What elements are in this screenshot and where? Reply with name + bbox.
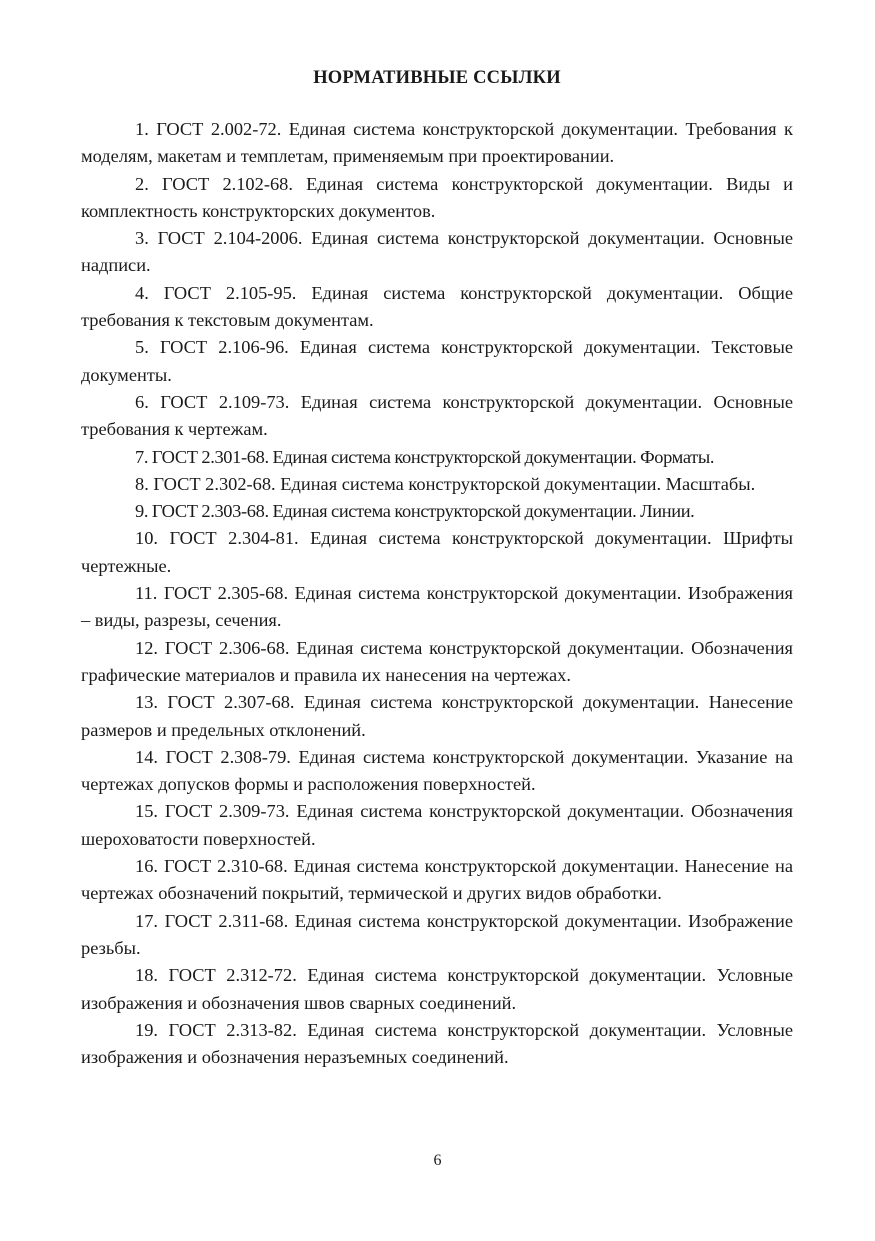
reference-item-18: 18. ГОСТ 2.312-72. Единая система конструкторской документации. Условные изображения и обозначения швов сварных соединений. [81, 965, 793, 1013]
reference-item-3: 3. ГОСТ 2.104-2006. Единая система конструкторской документации. Основные надписи. [81, 228, 793, 276]
reference-item-12: 12. ГОСТ 2.306-68. Единая система конструкторской документации. Обозначения графические материалов и правила их нанесения на чертежах. [81, 637, 793, 685]
page-title: НОРМАТИВНЫЕ ССЫЛКИ [313, 68, 561, 88]
reference-item-4: 4. ГОСТ 2.105-95. Единая система конструкторской документации. Общие требования к текстовым документам. [81, 282, 793, 331]
reference-item-11: 11. ГОСТ 2.305-68. Единая система конструкторской документации. Изображения – виды, разрезы, сечения. [81, 583, 793, 631]
reference-item-10: 10. ГОСТ 2.304-81. Единая система конструкторской документации. Шрифты чертежные. [81, 528, 793, 576]
reference-item-13: 13. ГОСТ 2.307-68. Единая система конструкторской документации. Нанесение размеров и предельных отклонений. [81, 692, 793, 740]
reference-item-6: 6. ГОСТ 2.109-73. Единая система конструкторской документации. Основные требования к чертежам. [81, 391, 793, 440]
reference-item-5: 5. ГОСТ 2.106-96. Единая система конструкторской документации. Текстовые документы. [81, 337, 793, 385]
reference-item-8: 8. ГОСТ 2.302-68. Единая система конструкторской документации. Масштабы. [135, 473, 756, 494]
reference-item-2: 2. ГОСТ 2.102-68. Единая система конструкторской документации. Виды и комплектность конструкторских документов. [81, 173, 793, 221]
reference-item-16: 16. ГОСТ 2.310-68. Единая система конструкторской документации. Нанесение на чертежах обозначений покрытий, термической и других видов обработки. [81, 856, 793, 904]
reference-list [81, 116, 793, 1071]
document-page [81, 64, 793, 1071]
reference-item-19: 19. ГОСТ 2.313-82. Единая система конструкторской документации. Условные изображения и обозначения неразъемных соединений. [81, 1019, 793, 1068]
reference-item-9: 9. ГОСТ 2.303-68. Единая система конструкторской документации. Линии. [135, 501, 695, 522]
reference-item-7: 7. ГОСТ 2.301-68. Единая система конструкторской документации. Форматы. [135, 446, 715, 467]
reference-item-14: 14. ГОСТ 2.308-79. Единая система конструкторской документации. Указание на чертежах допусков формы и расположения поверхностей. [81, 746, 793, 795]
reference-item-1: 1. ГОСТ 2.002-72. Единая система конструкторской документации. Требования к моделям, макетам и темплетам, применяемым при проектировании. [81, 119, 793, 167]
reference-item-17: 17. ГОСТ 2.311-68. Единая система конструкторской документации. Изображение резьбы. [81, 910, 793, 958]
page-number: 6 [433, 1152, 442, 1169]
reference-item-15: 15. ГОСТ 2.309-73. Единая система конструкторской документации. Обозначения шероховатости поверхностей. [81, 801, 793, 849]
